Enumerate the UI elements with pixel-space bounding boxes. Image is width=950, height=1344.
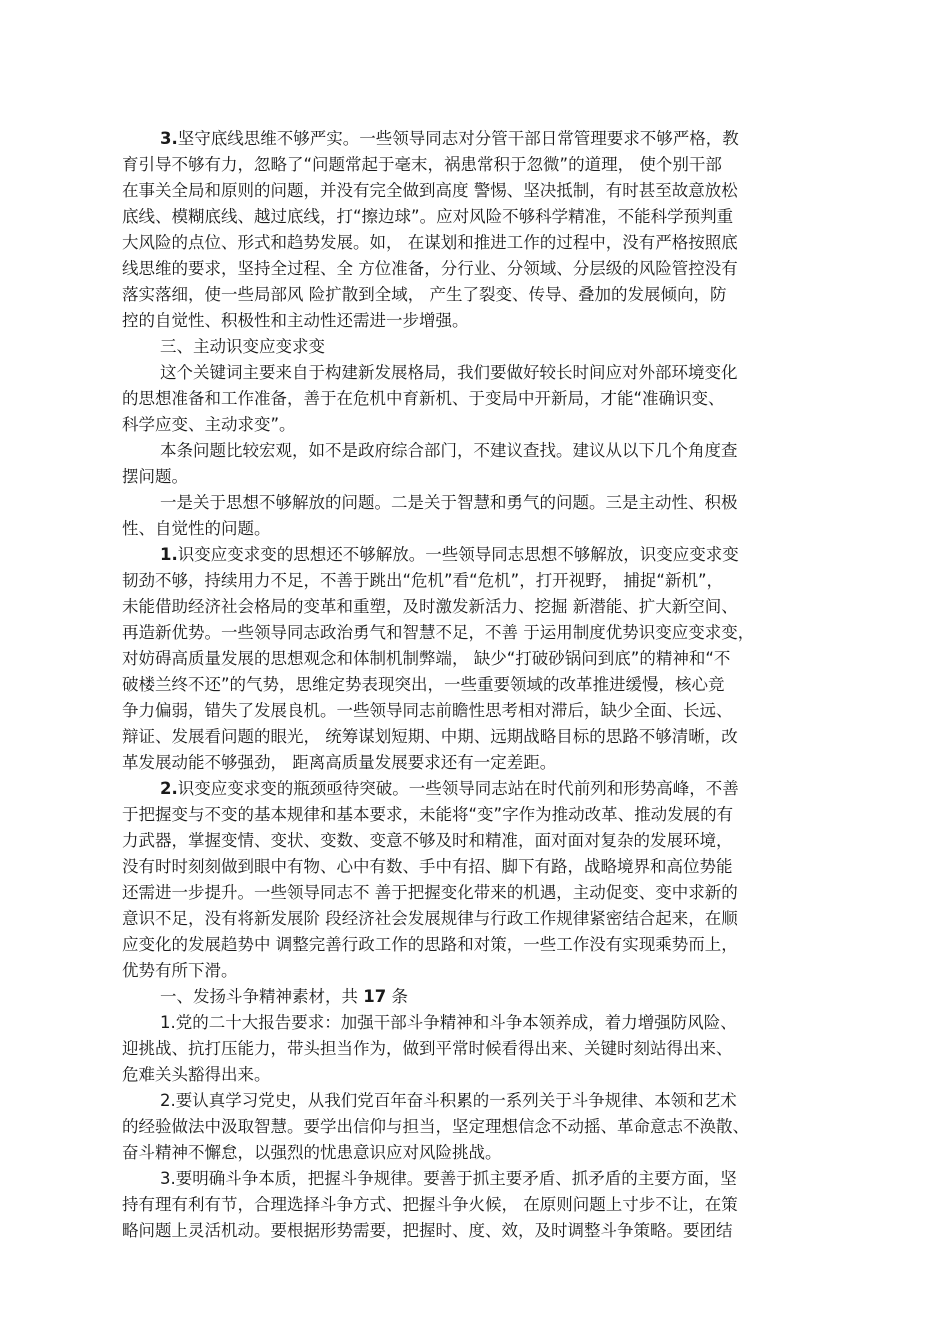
text-line (122, 594, 838, 620)
text-line (122, 750, 838, 776)
text-line (122, 308, 838, 334)
line-text: 坚守底线思维不够严实。一些领导同志对分管干部日常管理要求不够严格，教 (177, 129, 739, 148)
line-text: 于把握变与不变的基本规律和基本要求，未能将“变”字作为推动改革、推动发展的有 (122, 805, 734, 824)
text-line (122, 646, 838, 672)
line-text: 在事关全局和原则的问题，并没有完全做到高度 警惕、坚决抵制，有时甚至故意放松 (122, 181, 738, 200)
text-line (122, 698, 838, 724)
text-line (122, 126, 838, 152)
text-line (122, 1192, 838, 1218)
text-line (122, 256, 838, 282)
text-line (122, 724, 838, 750)
text-line (122, 1166, 838, 1192)
text-line (122, 230, 838, 256)
text-line (122, 958, 838, 984)
text-line (122, 1036, 838, 1062)
count-number: 17 (363, 987, 387, 1006)
line-text: 对妨碍高质量发展的思想观念和体制机制弊端， 缺少“打破砂锅问到底”的精神和“不 (122, 649, 731, 668)
line-text: 本条问题比较宏观，如不是政府综合部门，不建议查找。建议从以下几个角度查 (160, 441, 738, 460)
text-line (122, 438, 838, 464)
line-text: 一是关于思想不够解放的问题。二是关于智慧和勇气的问题。三是主动性、积极 (160, 493, 738, 512)
line-text: 大风险的点位、形式和趋势发展。如， 在谋划和推进工作的过程中，没有严格按照底 (122, 233, 738, 252)
text-line (122, 854, 838, 880)
text-line (122, 776, 838, 802)
line-text: 控的自觉性、积极性和主动性还需进一步增强。 (122, 311, 469, 330)
line-text: 辩证、发展看问题的眼光， 统筹谋划短期、中期、远期战略目标的思路不够清晰，改 (122, 727, 738, 746)
text-line (122, 204, 838, 230)
line-text: 略问题上灵活机动。要根据形势需要，把握时、度、效，及时调整斗争策略。要团结 (122, 1221, 733, 1240)
text-line (122, 334, 838, 360)
line-tail: 条 (386, 987, 408, 1006)
text-line (122, 672, 838, 698)
line-text: 没有时时刻刻做到眼中有物、心中有数、手中有招、脚下有路，战略境界和高位势能 (122, 857, 733, 876)
line-text: 意识不足，没有将新发展阶 段经济社会发展规律与行政工作规律紧密结合起来，在顺 (122, 909, 738, 928)
item-number: 1. (160, 545, 178, 564)
text-line (122, 828, 838, 854)
text-line (122, 516, 838, 542)
text-line (122, 1088, 838, 1114)
text-line (122, 1218, 838, 1244)
text-line (122, 984, 838, 1010)
line-text: 育引导不够有力，忽略了“问题常起于毫末，祸患常积于忽微”的道理， 使个别干部 (122, 155, 722, 174)
line-text: 底线、模糊底线、越过底线，打“擦边球”。应对风险不够科学精准，不能科学预判重 (122, 207, 734, 226)
text-line (122, 932, 838, 958)
text-line (122, 178, 838, 204)
line-text: 摆问题。 (122, 467, 188, 486)
text-line (122, 906, 838, 932)
line-text: 应变化的发展趋势中 调整完善行政工作的思路和对策，一些工作没有实现乘势而上， (122, 935, 738, 954)
line-text: 争力偏弱，错失了发展良机。一些领导同志前瞻性思考相对滞后，缺少全面、长远、 (122, 701, 733, 720)
line-text: 奋斗精神不懈怠，以强烈的忧患意识应对风险挑战。 (122, 1143, 502, 1162)
line-text: 危难关头豁得出来。 (122, 1065, 271, 1084)
line-text: 的思想准备和工作准备，善于在危机中育新机、于变局中开新局，才能“准确识变、 (122, 389, 725, 408)
line-text: 1.党的二十大报告要求：加强干部斗争精神和斗争本领养成，着力增强防风险、 (160, 1013, 737, 1032)
text-line (122, 360, 838, 386)
line-text: 再造新优势。一些领导同志政治勇气和智慧不足，不善 于运用制度优势识变应变求变， (122, 623, 755, 642)
line-text: 2.要认真学习党史，从我们党百年奋斗积累的一系列关于斗争规律、本领和艺术 (160, 1091, 737, 1110)
line-text: 还需进一步提升。一些领导同志不 善于把握变化带来的机遇，主动促变、变中求新的 (122, 883, 738, 902)
line-text: 迎挑战、抗打压能力，带头担当作为，做到平常时候看得出来、关键时刻站得出来、 (122, 1039, 733, 1058)
line-text: 持有理有利有节，合理选择斗争方式、把握斗争火候， 在原则问题上寸步不让，在策 (122, 1195, 738, 1214)
line-text: 的经验做法中汲取智慧。要学出信仰与担当，坚定理想信念不动摇、革命意志不涣散、 (122, 1117, 749, 1136)
line-text: 科学应变、主动求变”。 (122, 415, 296, 434)
text-line (122, 412, 838, 438)
text-line (122, 1062, 838, 1088)
line-text: 革发展动能不够强劲， 距离高质量发展要求还有一定差距。 (122, 753, 557, 772)
text-line (122, 802, 838, 828)
text-line (122, 282, 838, 308)
line-text: 3.要明确斗争本质，把握斗争规律。要善于抓主要矛盾、抓矛盾的主要方面，坚 (160, 1169, 737, 1188)
line-text: 识变应变求变的思想还不够解放。一些领导同志思想不够解放，识变应变求变 (177, 545, 739, 564)
text-line (122, 1114, 838, 1140)
text-line (122, 386, 838, 412)
line-text: 落实落细，使一些局部风 险扩散到全域， 产生了裂变、传导、叠加的发展倾向，防 (122, 285, 727, 304)
line-text: 线思维的要求，坚持全过程、全 方位准备，分行业、分领域、分层级的风险管控没有 (122, 259, 738, 278)
text-line (122, 464, 838, 490)
text-line (122, 1140, 838, 1166)
line-text: 性、自觉性的问题。 (122, 519, 271, 538)
text-line (122, 542, 838, 568)
line-text: 优势有所下滑。 (122, 961, 238, 980)
line-text: 未能借助经济社会格局的变革和重塑，及时激发新活力、挖掘 新潜能、扩大新空间、 (122, 597, 738, 616)
text-line (122, 1010, 838, 1036)
item-number: 3. (160, 129, 178, 148)
text-line (122, 490, 838, 516)
line-text: 这个关键词主要来自于构建新发展格局，我们要做好较长时间应对外部环境变化 (160, 363, 738, 382)
text-line (122, 620, 838, 646)
document-page (122, 126, 838, 1244)
text-line (122, 880, 838, 906)
line-text: 三、主动识变应变求变 (160, 337, 325, 356)
line-text: 识变应变求变的瓶颈亟待突破。一些领导同志站在时代前列和形势高峰，不善 (177, 779, 739, 798)
line-text: 力武器，掌握变情、变状、变数、变意不够及时和精准，面对面对复杂的发展环境， (122, 831, 733, 850)
text-line (122, 568, 838, 594)
line-text: 韧劲不够，持续用力不足，不善于跳出“危机”看“危机”，打开视野， 捕捉“新机”， (122, 571, 724, 590)
item-number: 2. (160, 779, 178, 798)
line-text: 一、发扬斗争精神素材，共 (160, 987, 364, 1006)
text-line (122, 152, 838, 178)
line-text: 破楼兰终不还”的气势，思维定势表现突出，一些重要领域的改革推进缓慢，核心竞 (122, 675, 725, 694)
